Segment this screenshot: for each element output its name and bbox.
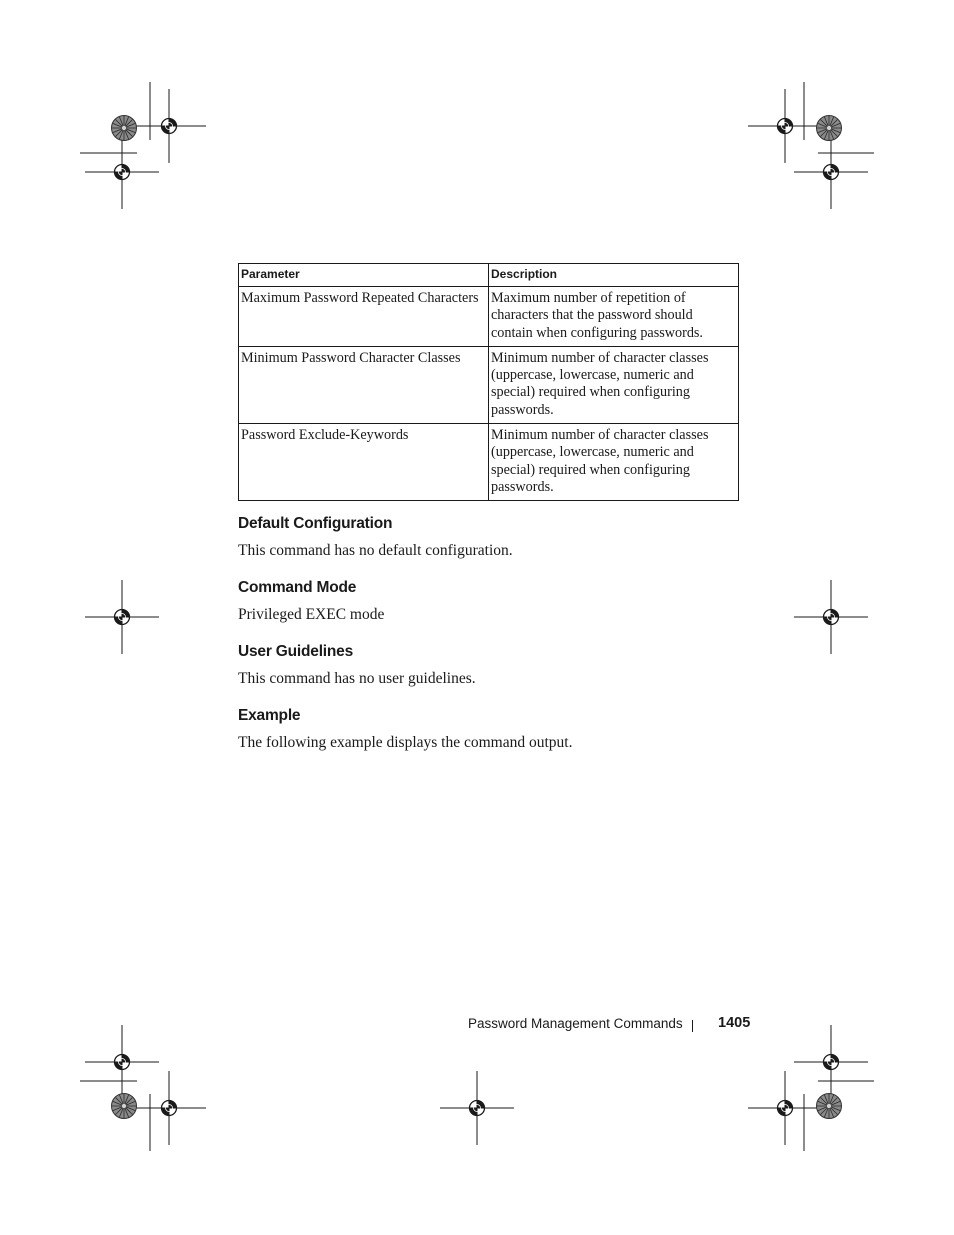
description-cell: Maximum number of repetition of characters that the password should contain when configuring passwords. bbox=[489, 287, 739, 347]
parameter-cell: Password Exclude-Keywords bbox=[239, 424, 489, 501]
column-header-description: Description bbox=[489, 264, 739, 287]
table-header-row bbox=[239, 264, 739, 287]
user-guidelines-text: This command has no user guidelines. bbox=[238, 670, 476, 687]
page-number: 1405 bbox=[718, 1015, 751, 1031]
table-row bbox=[239, 287, 739, 347]
column-header-parameter: Parameter bbox=[239, 264, 489, 287]
command-mode-text: Privileged EXEC mode bbox=[238, 606, 385, 623]
user-guidelines-heading: User Guidelines bbox=[238, 643, 354, 660]
command-mode-heading: Command Mode bbox=[238, 579, 357, 596]
example-heading: Example bbox=[238, 707, 301, 724]
table-row bbox=[239, 424, 739, 501]
table-row bbox=[239, 346, 739, 423]
description-cell: Minimum number of character classes (uppercase, lowercase, numeric and special) required when configuring passwords. bbox=[489, 424, 739, 501]
parameter-cell: Maximum Password Repeated Characters bbox=[239, 287, 489, 347]
description-cell: Minimum number of character classes (uppercase, lowercase, numeric and special) required when configuring passwords. bbox=[489, 346, 739, 423]
footer-chapter-title: Password Management Commands bbox=[468, 1016, 683, 1031]
footer-separator bbox=[692, 1020, 693, 1032]
default-configuration-heading: Default Configuration bbox=[238, 515, 393, 532]
parameter-cell: Minimum Password Character Classes bbox=[239, 346, 489, 423]
example-text: The following example displays the command output. bbox=[238, 734, 573, 751]
parameter-table bbox=[238, 263, 739, 501]
default-configuration-text: This command has no default configuration. bbox=[238, 542, 513, 559]
